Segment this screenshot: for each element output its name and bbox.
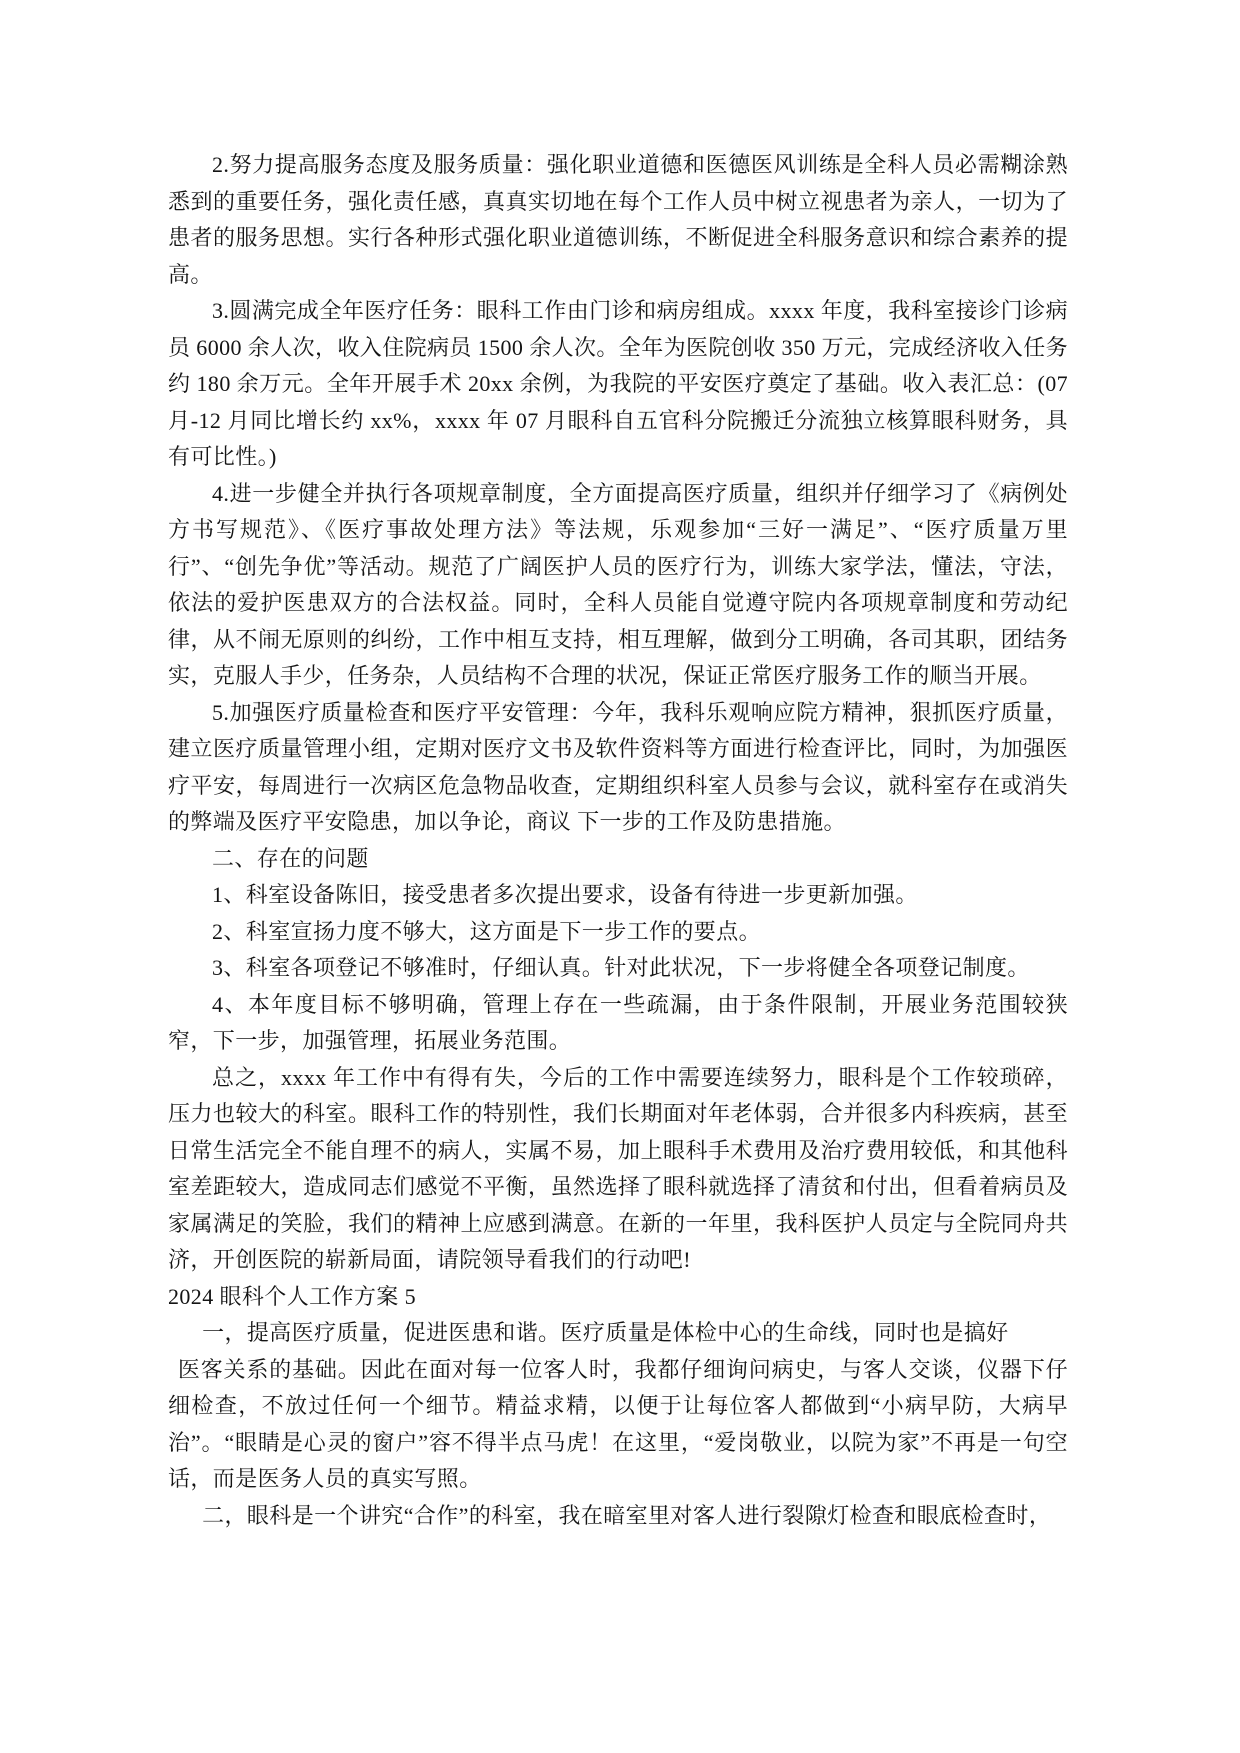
paragraph: 2.努力提高服务态度及服务质量：强化职业道德和医德医风训练是全科人员必需糊涂熟悉到的重要任务，强化责任感，真真实切地在每个工作人员中树立视患者为亲人，一切为了患者的服务思想。实行各种形式强化职业道德训练，不断促进全科服务意识和综合素养的提高。 — [168, 152, 1068, 287]
paragraph: 2、科室宣扬力度不够大，这方面是下一步工作的要点。 — [212, 918, 762, 944]
paragraph: 2024 眼科个人工作方案 5 — [168, 1283, 417, 1309]
paragraph-list — [168, 147, 1068, 1534]
paragraph: 4、本年度目标不够明确，管理上存在一些疏漏，由于条件限制，开展业务范围较狭窄，下一步，加强管理，拓展业务范围。 — [168, 991, 1068, 1053]
paragraph: 3.圆满完成全年医疗任务：眼科工作由门诊和病房组成。xxxx 年度，我科室接诊门诊病员 6000 余人次，收入住院病员 1500 余人次。全年为医院创收 350 万元，完成经济收入任务约 180 余万元。全年开展手术 20xx 余例，为我院的平安医疗奠定了基础。收入表汇总：(07 月-12 月同比增长约 xx%，xxxx 年 07 月眼科自五官科分院搬迁分流独立核算眼科财务，具有可比性。) — [168, 298, 1069, 469]
paragraph: 总之，xxxx 年工作中有得有失，今后的工作中需要连续努力，眼科是个工作较琐碎，压力也较大的科室。眼科工作的特别性，我们长期面对年老体弱，合并很多内科疾病，甚至日常生活完全不能自理不的病人，实属不易，加上眼科手术费用及治疗费用较低，和其他科室差距较大，造成同志们感觉不平衡，虽然选择了眼科就选择了清贫和付出，但看着病员及家属满足的笑脸，我们的精神上应感到满意。在新的一年里，我科医护人员定与全院同舟共济，开创医院的崭新局面，请院领导看我们的行动吧! — [168, 1064, 1068, 1272]
paragraph: 4.进一步健全并执行各项规章制度，全方面提高医疗质量，组织并仔细学习了《病例处方书写规范》、《医疗事故处理方法》等法规，乐观参加“三好一满足”、“医疗质量万里行”、“创先争优”等活动。规范了广阔医护人员的医疗行为，训练大家学法，懂法，守法，依法的爱护医患双方的合法权益。同时，全科人员能自觉遵守院内各项规章制度和劳动纪律，从不闹无原则的纠纷，工作中相互支持，相互理解，做到分工明确，各司其职，团结务实，克服人手少，任务杂，人员结构不合理的状况，保证正常医疗服务工作的顺当开展。 — [168, 480, 1068, 688]
paragraph: 3、科室各项登记不够准时，仔细认真。针对此状况，下一步将健全各项登记制度。 — [212, 955, 1030, 980]
paragraph: 二、存在的问题 — [212, 845, 369, 871]
paragraph: 一，提高医疗质量，促进医患和谐。医疗质量是体检中心的生命线，同时也是搞好 — [202, 1320, 1009, 1345]
paragraph: 二，眼科是一个讲究“合作”的科室，我在暗室里对客人进行裂隙灯检查和眼底检查时， — [202, 1502, 1052, 1528]
paragraph: 1、科室设备陈旧，接受患者多次提出要求，设备有待进一步更新加强。 — [212, 882, 918, 907]
paragraph: 5.加强医疗质量检查和医疗平安管理：今年，我科乐观响应院方精神，狠抓医疗质量，建立医疗质量管理小组，定期对医疗文书及软件资料等方面进行检查评比，同时，为加强医疗平安，每周进行一次病区危急物品收查，定期组织科室人员参与会议，就科室存在或消失的弊端及医疗平安隐患，加以争论，商议 下一步的工作及防患措施。 — [168, 699, 1068, 834]
paragraph: 医客关系的基础。因此在面对每一位客人时，我都仔细询问病史，与客人交谈，仪器下仔细检查，不放过任何一个细节。精益求精，以便于让每位客人都做到“小病早防，大病早治”。“眼睛是心灵的窗户”容不得半点马虎！在这里，“爱岗敬业，以院为家”不再是一句空话，而是医务人员的真实写照。 — [168, 1356, 1068, 1491]
